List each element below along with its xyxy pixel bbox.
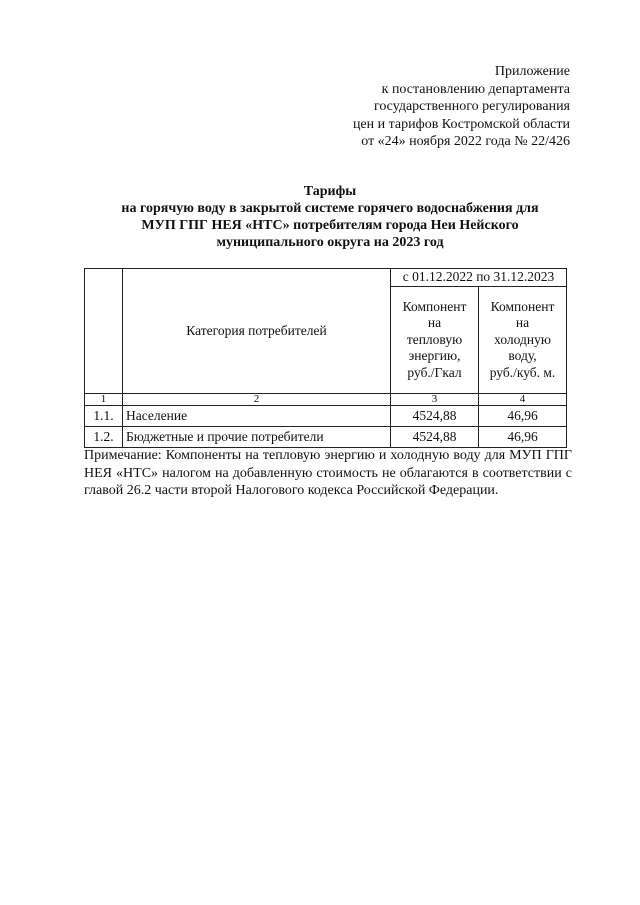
row-water-value: 46,96	[479, 427, 567, 448]
table-row	[85, 406, 567, 427]
document-title	[80, 183, 580, 251]
header-category-cell: Категория потребителей	[123, 269, 391, 394]
header-heat-cell	[391, 287, 479, 394]
index-cell: 3	[391, 394, 479, 406]
appendix-header	[353, 63, 570, 151]
header-num-cell	[85, 269, 123, 394]
header-water-line: воду,	[508, 348, 537, 364]
header-heat-line: тепловую	[406, 331, 463, 347]
row-category: Бюджетные и прочие потребители	[123, 427, 391, 448]
tariff-table	[84, 268, 567, 448]
header-water-line: холодную	[494, 331, 551, 347]
note-paragraph: Примечание: Компоненты на тепловую энергию и холодную воду для МУП ГПГ НЕЯ «НТС» налогом на добавленную стоимость не облагаются в соответствии с главой 26.2 части второй Налогового кодекса Российской Федерации.	[84, 448, 572, 499]
title-line: Тарифы	[303, 184, 357, 199]
header-water-line: на	[515, 315, 530, 331]
header-period-cell: с 01.12.2022 по 31.12.2023	[391, 269, 567, 287]
index-cell: 4	[479, 394, 567, 406]
row-water-value: 46,96	[479, 406, 567, 427]
title-line: на горячую воду в закрытой системе горячего водоснабжения для	[121, 201, 539, 216]
row-heat-value: 4524,88	[391, 427, 479, 448]
appendix-line: цен и тарифов Костромской области	[352, 116, 570, 132]
header-water-line: руб./куб. м.	[489, 364, 556, 380]
row-category: Население	[123, 406, 391, 427]
appendix-line: от «24» ноября 2022 года № 22/426	[361, 134, 570, 149]
row-heat-value: 4524,88	[391, 406, 479, 427]
appendix-line: к постановлению департамента	[381, 81, 570, 97]
title-line: муниципального округа на 2023 год	[216, 235, 444, 250]
appendix-line: Приложение	[494, 64, 570, 79]
appendix-line: государственного регулирования	[373, 99, 570, 114]
table-row	[85, 427, 567, 448]
header-heat-line: руб./Гкал	[407, 364, 462, 380]
header-water-line: Компонент	[490, 298, 555, 314]
header-water-cell	[479, 287, 567, 394]
header-heat-line: Компонент	[402, 298, 467, 314]
index-cell: 2	[123, 394, 391, 406]
row-number: 1.1.	[85, 406, 123, 427]
row-number: 1.2.	[85, 427, 123, 448]
title-line: МУП ГПГ НЕЯ «НТС» потребителям города Неи Нейского	[141, 218, 519, 233]
header-heat-line: энергию,	[408, 348, 461, 364]
index-cell: 1	[85, 394, 123, 406]
header-heat-line: на	[427, 315, 442, 331]
